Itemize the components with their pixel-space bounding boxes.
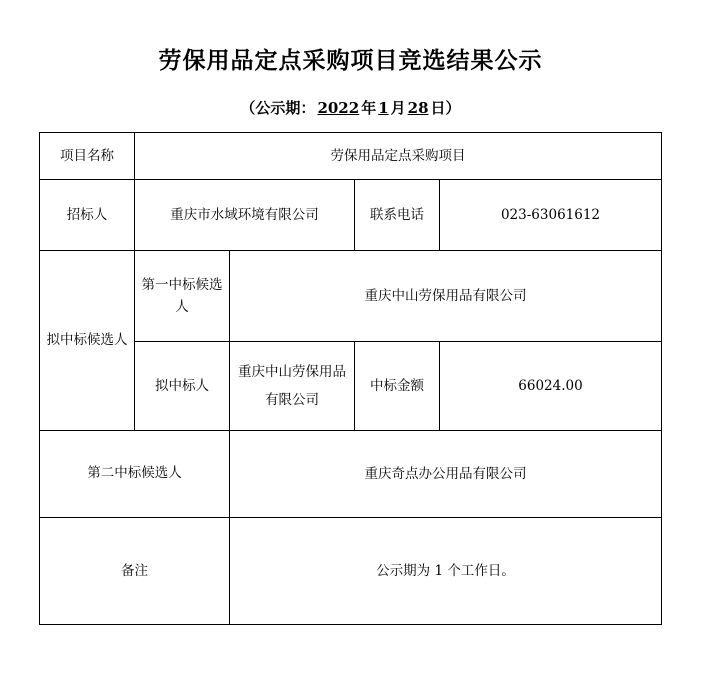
remark-value: 公示期为 1 个工作日。 [230, 518, 662, 625]
notice-period-month-unit: 月 [390, 99, 406, 117]
table-row-second-candidate [40, 431, 662, 518]
proposed-winner-label: 拟中标人 [135, 342, 230, 431]
first-candidate-value: 重庆中山劳保用品有限公司 [230, 251, 662, 342]
notice-period-day: 28 [407, 99, 429, 117]
second-candidate-value: 重庆奇点办公用品有限公司 [230, 431, 662, 518]
document-page [0, 42, 701, 682]
table-row-first-candidate [40, 251, 662, 342]
bid-amount-label: 中标金额 [355, 342, 440, 431]
notice-period-year-unit: 年 [361, 99, 377, 117]
notice-period-month: 1 [378, 99, 389, 117]
first-candidate-label: 第一中标候选人 [135, 251, 230, 342]
bid-amount-value: 66024.00 [440, 342, 662, 431]
contact-phone-value: 023-63061612 [440, 180, 662, 251]
tenderer-label: 招标人 [40, 180, 135, 251]
project-name-label: 项目名称 [40, 133, 135, 180]
contact-phone-label: 联系电话 [355, 180, 440, 251]
table-row-tenderer [40, 180, 662, 251]
table-row-remark [40, 518, 662, 625]
remark-label: 备注 [40, 518, 230, 625]
notice-period-suffix: ） [445, 99, 461, 117]
announcement-table [39, 132, 662, 625]
page-title: 劳保用品定点采购项目竞选结果公示 [158, 47, 543, 74]
tenderer-value: 重庆市水域环境有限公司 [135, 180, 355, 251]
notice-period [0, 97, 701, 118]
second-candidate-label: 第二中标候选人 [40, 431, 230, 518]
candidate-label: 拟中标候选人 [40, 251, 135, 431]
notice-period-prefix: （公示期： [240, 99, 316, 117]
notice-period-year: 2022 [317, 99, 360, 117]
notice-period-day-unit: 日 [430, 99, 446, 117]
project-name-value: 劳保用品定点采购项目 [135, 133, 662, 180]
proposed-winner-value: 重庆中山劳保用品有限公司 [230, 342, 355, 431]
table-row-project-name [40, 133, 662, 180]
